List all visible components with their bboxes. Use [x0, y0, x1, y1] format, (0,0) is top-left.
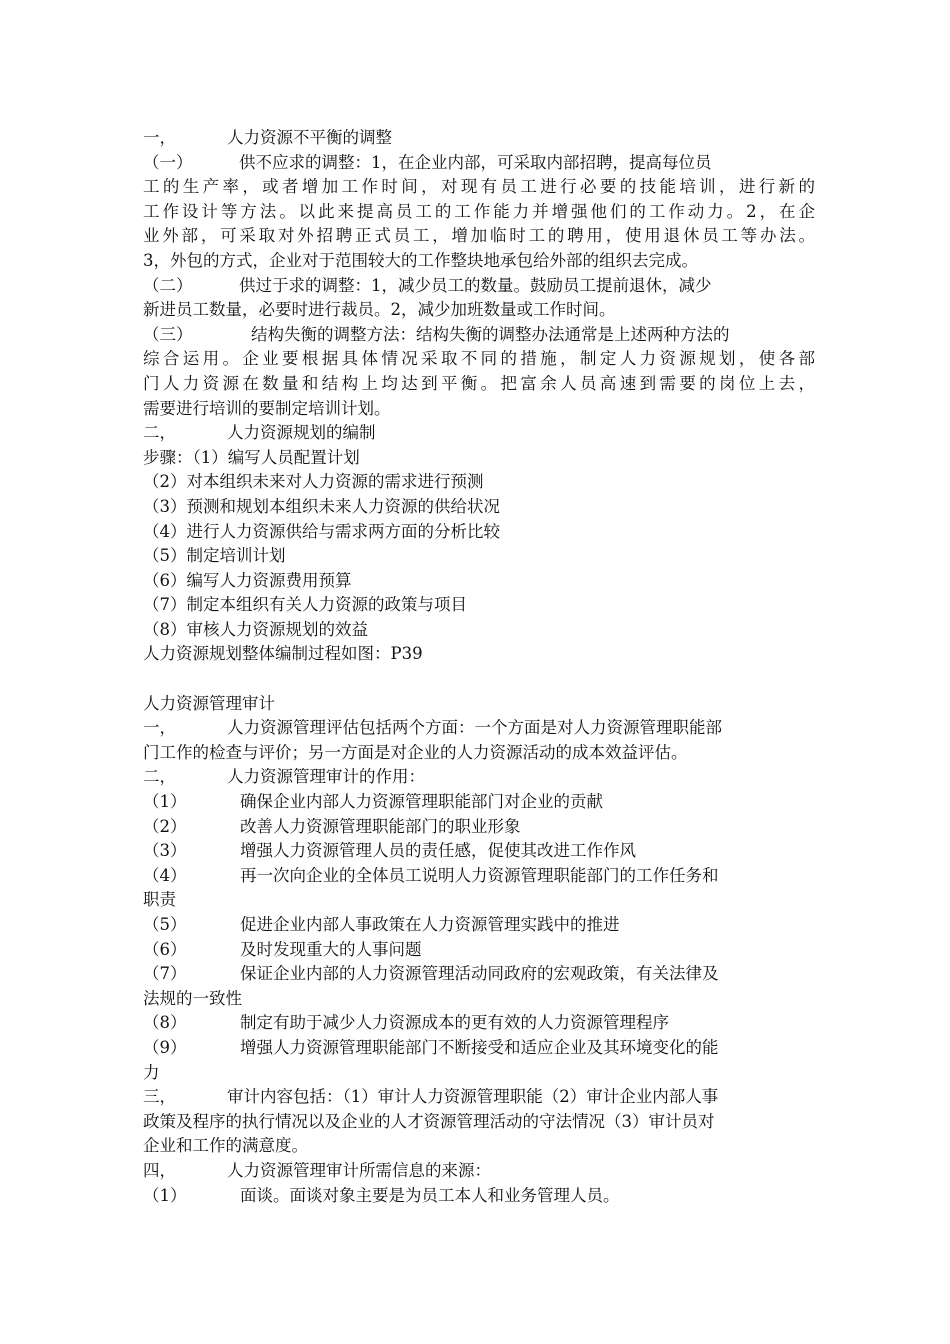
paragraph-line	[143, 1085, 815, 1110]
item-number: （1）	[143, 792, 187, 812]
item-number: （4）	[143, 865, 187, 885]
list-item: （2）对本组织未来对人力资源的需求进行预测	[143, 472, 484, 492]
section-number: 二，	[143, 423, 176, 443]
section-title: 人力资源规划的编制	[227, 423, 376, 443]
list-item	[143, 1036, 815, 1061]
paragraph-text: 结构失衡的调整方法：结构失衡的调整办法通常是上述两种方法的	[251, 324, 730, 344]
list-item: （4）进行人力资源供给与需求两方面的分析比较	[143, 521, 500, 541]
list-item	[143, 938, 815, 963]
section-number: 三，	[143, 1087, 176, 1107]
list-item: （8）审核人力资源规划的效益	[143, 619, 368, 639]
list-item: （5）制定培训计划	[143, 546, 286, 566]
list-item-continuation: 力	[143, 1062, 160, 1082]
list-item	[143, 1011, 815, 1036]
paragraph-line: 需要进行培训的要制定培训计划。	[143, 398, 391, 418]
item-text: 增强人力资源管理职能部门不断接受和适应企业及其环境变化的能	[240, 1037, 719, 1057]
item-text: 及时发现重大的人事问题	[240, 939, 422, 959]
list-item-continuation: 职责	[143, 890, 176, 910]
list-item-continuation: 法规的一致性	[143, 988, 242, 1008]
item-text: 面谈。面谈对象主要是为员工本人和业务管理人员。	[240, 1185, 620, 1205]
paragraph-line	[143, 151, 815, 176]
section-heading	[143, 1159, 815, 1184]
item-text: 确保企业内部人力资源管理职能部门对企业的贡献	[240, 792, 603, 812]
paragraph-line	[143, 716, 815, 741]
item-text: 促进企业内部人事政策在人力资源管理实践中的推进	[240, 915, 620, 934]
item-number: （7）	[143, 964, 187, 984]
section-heading	[143, 765, 815, 790]
document-page	[143, 126, 815, 1208]
section-number: 二，	[143, 767, 176, 787]
item-number: （9）	[143, 1037, 187, 1057]
paragraph-text: 供过于求的调整：1，减少员工的数量。鼓励员工提前退休，减少	[239, 275, 712, 295]
paragraph-line: 门人力资源在数量和结构上均达到平衡。把富余人员高速到需要的岗位上去，	[143, 373, 815, 393]
item-text: 增强人力资源管理人员的责任感，促使其改进工作作风	[240, 841, 636, 861]
item-text: 保证企业内部的人力资源管理活动同政府的宏观政策，有关法律及	[240, 964, 719, 984]
paragraph-line: 工的生产率，或者增加工作时间，对现有员工进行必要的技能培训，进行新的	[143, 177, 815, 197]
section-title: 人力资源不平衡的调整	[227, 128, 392, 147]
list-item	[143, 839, 815, 864]
section-heading	[143, 126, 815, 151]
item-number: （3）	[143, 841, 187, 861]
item-number: （1）	[143, 1185, 187, 1205]
item-number: （5）	[143, 915, 187, 934]
item-number: （8）	[143, 1013, 187, 1033]
paragraph-line: 门工作的检查与评价；另一方面是对企业的人力资源活动的成本效益评估。	[143, 742, 688, 762]
item-text: 改善人力资源管理职能部门的职业形象	[240, 816, 521, 836]
section-title: 人力资源管理审计所需信息的来源：	[227, 1160, 491, 1180]
list-item: 步骤：（1）编写人员配置计划	[143, 447, 360, 467]
list-item: （3）预测和规划本组织未来人力资源的供给状况	[143, 496, 500, 516]
chapter-heading: 人力资源管理审计	[143, 693, 275, 713]
list-item	[143, 864, 815, 889]
section-title: 人力资源管理审计的作用：	[227, 767, 425, 787]
list-item	[143, 790, 815, 815]
item-label: （二）	[143, 275, 193, 295]
paragraph-line: 3，外包的方式，企业对于范围较大的工作整块地承包给外部的组织去完成。	[143, 250, 698, 270]
blank-line	[143, 667, 815, 692]
paragraph-line: 新进员工数量，必要时进行裁员。2，减少加班数量或工作时间。	[143, 300, 616, 320]
paragraph-text: 审计内容包括：（1）审计人力资源管理职能（2）审计企业内部人事	[227, 1087, 719, 1107]
paragraph-line: 综合运用。企业要根据具体情况采取不同的措施，制定人力资源规划，使各部	[143, 349, 815, 369]
paragraph-text: 人力资源管理评估包括两个方面：一个方面是对人力资源管理职能部	[227, 718, 722, 738]
note-line: 人力资源规划整体编制过程如图：P39	[143, 644, 423, 664]
item-label: （三）	[143, 324, 193, 344]
item-text: 再一次向企业的全体员工说明人力资源管理职能部门的工作任务和	[240, 865, 719, 885]
item-number: （6）	[143, 939, 187, 959]
section-heading	[143, 421, 815, 446]
list-item	[143, 815, 815, 840]
list-item: （6）编写人力资源费用预算	[143, 570, 352, 590]
list-item	[143, 1184, 815, 1209]
paragraph-line: 工作设计等方法。以此来提高员工的工作能力并增强他们的工作动力。2，在企	[143, 201, 815, 221]
paragraph-line: 企业和工作的满意度。	[143, 1136, 308, 1156]
paragraph-text: 供不应求的调整：1，在企业内部，可采取内部招聘，提高每位员	[239, 152, 712, 172]
paragraph-line: 政策及程序的执行情况以及企业的人才资源管理活动的守法情况（3）审计员对	[143, 1111, 715, 1131]
item-text: 制定有助于减少人力资源成本的更有效的人力资源管理程序	[240, 1013, 669, 1033]
item-label: （一）	[143, 152, 193, 172]
list-item: （7）制定本组织有关人力资源的政策与项目	[143, 595, 467, 615]
list-item	[143, 913, 815, 938]
section-number: 一，	[143, 128, 176, 147]
list-item	[143, 962, 815, 987]
item-number: （2）	[143, 816, 187, 836]
paragraph-line	[143, 274, 815, 299]
section-number: 四，	[143, 1160, 176, 1180]
section-number: 一，	[143, 718, 176, 738]
paragraph-line	[143, 323, 815, 348]
paragraph-line: 业外部，可采取对外招聘正式员工，增加临时工的聘用，使用退休员工等办法。	[143, 226, 815, 246]
